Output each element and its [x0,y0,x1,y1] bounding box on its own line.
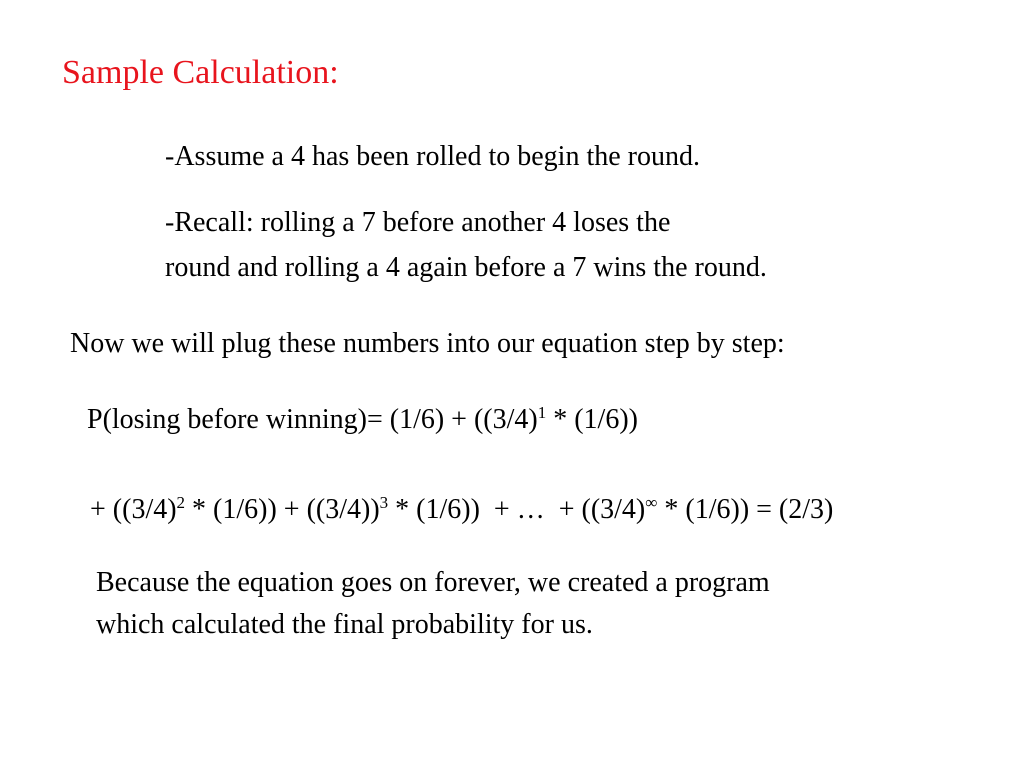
exponent-2: 2 [176,493,186,512]
equation-line-2-part-1: + ((3/4) [90,494,177,525]
equation-line-2-part-3: * (1/6)) + … + ((3/4) [388,494,646,525]
equation-line-2-part-2: * (1/6)) + ((3/4)) [185,494,380,525]
exponent-infinity: ∞ [645,493,658,512]
slide-title: Sample Calculation: [62,54,339,91]
equation-line-2-part-4: * (1/6)) = (2/3) [657,494,834,525]
intro-text: Now we will plug these numbers into our equation step by step: [70,328,785,359]
equation-line-1 [87,403,638,435]
equation-line-1-part-2: * (1/6)) [546,404,638,435]
conclusion-line-2: which calculated the final probability for us. [96,609,593,640]
recall-text-line-1: -Recall: rolling a 7 before another 4 loses the [165,207,671,238]
equation-line-1-part-1: P(losing before winning)= (1/6) + ((3/4) [87,404,538,435]
assumption-text: -Assume a 4 has been rolled to begin the round. [165,141,700,172]
equation-line-2 [62,468,833,552]
conclusion-line-1: Because the equation goes on forever, we created a program [96,567,770,598]
exponent-1: 1 [537,403,547,422]
recall-text-line-2: round and rolling a 4 again before a 7 wins the round. [165,252,767,283]
exponent-3: 3 [379,493,389,512]
